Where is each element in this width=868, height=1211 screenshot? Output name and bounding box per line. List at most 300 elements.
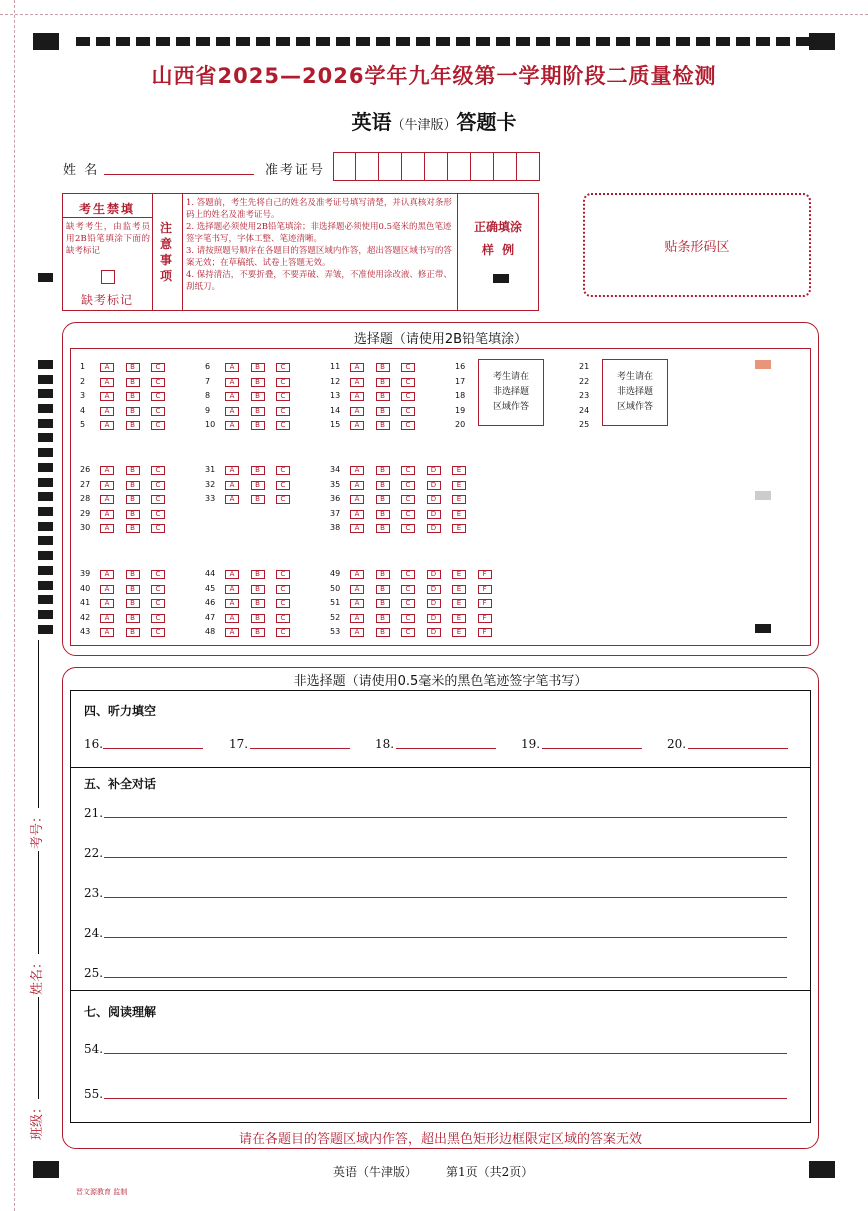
answer-bubble-52-c[interactable]: C <box>401 614 415 623</box>
answer-bubble-26-b[interactable]: B <box>126 466 140 475</box>
answer-bubble-6-a[interactable]: A <box>225 363 239 372</box>
timing-mark-left <box>38 389 53 398</box>
answer-bubble-4-c[interactable]: C <box>151 407 165 416</box>
answer-bubble-44-a[interactable]: A <box>225 570 239 579</box>
answer-bubble-10-c[interactable]: C <box>276 421 290 430</box>
answer-bubble-43-c[interactable]: C <box>151 628 165 637</box>
side-line <box>38 640 39 1140</box>
answer-bubble-15-c[interactable]: C <box>401 421 415 430</box>
answer-bubble-36-e[interactable]: E <box>452 495 466 504</box>
answer-bubble-7-c[interactable]: C <box>276 378 290 387</box>
answer-bubble-38-c[interactable]: C <box>401 524 415 533</box>
timing-mark-top <box>136 37 150 46</box>
question-number: 2 <box>80 377 86 386</box>
question-number: 7 <box>205 377 211 386</box>
answer-bubble-44-c[interactable]: C <box>276 570 290 579</box>
answer-line-21[interactable] <box>104 817 787 818</box>
answer-bubble-49-c[interactable]: C <box>401 570 415 579</box>
answer-bubble-3-a[interactable]: A <box>100 392 114 401</box>
answer-bubble-15-b[interactable]: B <box>376 421 390 430</box>
footer-page-info: 第1页（共2页） <box>446 1165 534 1179</box>
color-calibration-mark <box>755 360 771 369</box>
sample-label-2: 样 例 <box>481 243 515 257</box>
question-number: 51 <box>330 598 341 607</box>
question-number: 9 <box>205 406 211 415</box>
answer-bubble-35-b[interactable]: B <box>376 481 390 490</box>
answer-bubble-50-b[interactable]: B <box>376 585 390 594</box>
answer-bubble-31-b[interactable]: B <box>251 466 265 475</box>
timing-mark-left <box>38 360 53 369</box>
question-number: 15 <box>330 420 341 429</box>
answer-bubble-51-a[interactable]: A <box>350 599 364 608</box>
answer-num-23: 23. <box>84 886 104 900</box>
answer-bubble-50-e[interactable]: E <box>452 585 466 594</box>
answer-bubble-33-a[interactable]: A <box>225 495 239 504</box>
answer-bubble-2-a[interactable]: A <box>100 378 114 387</box>
answer-bubble-29-c[interactable]: C <box>151 510 165 519</box>
timing-mark-top <box>736 37 750 46</box>
answer-bubble-42-b[interactable]: B <box>126 614 140 623</box>
answer-bubble-32-a[interactable]: A <box>225 481 239 490</box>
answer-line-20[interactable] <box>688 748 788 749</box>
answer-bubble-27-c[interactable]: C <box>151 481 165 490</box>
answer-bubble-51-f[interactable]: F <box>478 599 492 608</box>
notice-item: 1. 答题前，考生先将自己的姓名及准考证号填写清楚，并认真核对条形码上的姓名及准考证号。 <box>186 198 452 220</box>
answer-bubble-35-c[interactable]: C <box>401 481 415 490</box>
nonchoice-note-line: 考生请在 <box>492 372 529 382</box>
answer-bubble-45-a[interactable]: A <box>225 585 239 594</box>
answer-bubble-27-a[interactable]: A <box>100 481 114 490</box>
answer-bubble-53-d[interactable]: D <box>427 628 441 637</box>
side-label-class: 班级： <box>26 1099 45 1142</box>
question-number: 32 <box>205 480 216 489</box>
answer-bubble-9-c[interactable]: C <box>276 407 290 416</box>
timing-mark-top <box>116 37 130 46</box>
answer-bubble-5-b[interactable]: B <box>126 421 140 430</box>
answer-line-16[interactable] <box>103 748 203 749</box>
question-number: 16 <box>455 362 466 371</box>
answer-bubble-12-a[interactable]: A <box>350 378 364 387</box>
answer-line-24[interactable] <box>104 937 787 938</box>
timing-mark-left <box>38 551 53 560</box>
answer-bubble-48-c[interactable]: C <box>276 628 290 637</box>
answer-bubble-31-c[interactable]: C <box>276 466 290 475</box>
timing-mark-left <box>38 536 53 545</box>
timing-mark-top <box>216 37 230 46</box>
answer-num-17: 17. <box>229 737 249 751</box>
question-number: 1 <box>80 362 86 371</box>
question-number: 35 <box>330 480 341 489</box>
question-number: 25 <box>579 420 590 429</box>
nonchoice-note-line: 非选择题 <box>616 387 653 397</box>
answer-bubble-37-e[interactable]: E <box>452 510 466 519</box>
timing-mark-left <box>38 273 53 282</box>
absence-text: 缺考考生，由监考员用2B铅笔填涂下面的缺考标记 <box>66 222 150 256</box>
answer-bubble-43-a[interactable]: A <box>100 628 114 637</box>
answer-num-21: 21. <box>84 806 104 820</box>
cut-line-top <box>0 14 868 15</box>
answer-bubble-3-b[interactable]: B <box>126 392 140 401</box>
answer-bubble-52-b[interactable]: B <box>376 614 390 623</box>
timing-mark-top <box>556 37 570 46</box>
answer-bubble-37-d[interactable]: D <box>427 510 441 519</box>
answer-bubble-13-a[interactable]: A <box>350 392 364 401</box>
black-calibration-mark <box>755 624 771 633</box>
timing-mark-top <box>676 37 690 46</box>
answer-bubble-9-a[interactable]: A <box>225 407 239 416</box>
answer-bubble-30-a[interactable]: A <box>100 524 114 533</box>
answer-bubble-47-c[interactable]: C <box>276 614 290 623</box>
timing-mark-left <box>38 419 53 428</box>
timing-mark-top <box>436 37 450 46</box>
answer-bubble-13-c[interactable]: C <box>401 392 415 401</box>
question-number: 44 <box>205 569 216 578</box>
timing-mark-left <box>38 566 53 575</box>
notice-item: 2. 选择题必须使用2B铅笔填涂；非选择题必须使用0.5毫米的黑色笔迹签字笔书写，字体工整、笔迹清晰。 <box>186 222 452 244</box>
timing-mark-top <box>276 37 290 46</box>
answer-bubble-37-a[interactable]: A <box>350 510 364 519</box>
question-number: 52 <box>330 613 341 622</box>
answer-bubble-4-b[interactable]: B <box>126 407 140 416</box>
answer-bubble-7-a[interactable]: A <box>225 378 239 387</box>
timing-mark-left <box>38 375 53 384</box>
timing-mark-top <box>696 37 710 46</box>
nonchoice-header: 非选择题（请使用0.5毫米的黑色笔迹签字笔书写） <box>293 674 588 689</box>
timing-mark-top <box>796 37 810 46</box>
answer-bubble-1-b[interactable]: B <box>126 363 140 372</box>
timing-mark-top <box>296 37 310 46</box>
nonchoice-note-line: 区域作答 <box>616 402 653 412</box>
answer-bubble-28-b[interactable]: B <box>126 495 140 504</box>
answer-bubble-12-c[interactable]: C <box>401 378 415 387</box>
timing-mark-top <box>256 37 270 46</box>
answer-num-22: 22. <box>84 846 104 860</box>
side-label-name: 姓名： <box>26 954 45 997</box>
answer-bubble-52-a[interactable]: A <box>350 614 364 623</box>
question-number: 12 <box>330 377 341 386</box>
answer-line-54[interactable] <box>104 1053 787 1054</box>
timing-mark-top <box>576 37 590 46</box>
answer-bubble-38-e[interactable]: E <box>452 524 466 533</box>
answer-bubble-50-c[interactable]: C <box>401 585 415 594</box>
question-number: 18 <box>455 391 466 400</box>
answer-num-19: 19. <box>521 737 541 751</box>
answer-bubble-50-d[interactable]: D <box>427 585 441 594</box>
question-number: 24 <box>579 406 590 415</box>
answer-bubble-2-b[interactable]: B <box>126 378 140 387</box>
info-divider-h <box>62 217 152 218</box>
section-5-title: 五、补全对话 <box>84 777 157 791</box>
info-divider-1 <box>152 193 153 311</box>
answer-line-23[interactable] <box>104 897 787 898</box>
timing-mark-left <box>38 448 53 457</box>
answer-bubble-41-b[interactable]: B <box>126 599 140 608</box>
side-label-exam-no: 考号： <box>26 808 45 851</box>
answer-bubble-51-c[interactable]: C <box>401 599 415 608</box>
answer-bubble-11-c[interactable]: C <box>401 363 415 372</box>
answer-line-25[interactable] <box>104 977 787 978</box>
answer-bubble-28-a[interactable]: A <box>100 495 114 504</box>
answer-bubble-46-a[interactable]: A <box>225 599 239 608</box>
question-number: 39 <box>80 569 91 578</box>
answer-bubble-36-d[interactable]: D <box>427 495 441 504</box>
answer-bubble-52-e[interactable]: E <box>452 614 466 623</box>
question-number: 10 <box>205 420 216 429</box>
answer-bubble-36-c[interactable]: C <box>401 495 415 504</box>
answer-bubble-1-a[interactable]: A <box>100 363 114 372</box>
footer-page-subject: 英语（牛津版） <box>333 1165 418 1179</box>
question-number: 20 <box>455 420 466 429</box>
answer-bubble-51-e[interactable]: E <box>452 599 466 608</box>
answer-bubble-34-d[interactable]: D <box>427 466 441 475</box>
answer-bubble-38-a[interactable]: A <box>350 524 364 533</box>
answer-bubble-43-b[interactable]: B <box>126 628 140 637</box>
answer-bubble-32-b[interactable]: B <box>251 481 265 490</box>
answer-bubble-34-a[interactable]: A <box>350 466 364 475</box>
nonchoice-note-line: 考生请在 <box>616 372 653 382</box>
answer-line-22[interactable] <box>104 857 787 858</box>
question-number: 17 <box>455 377 466 386</box>
answer-bubble-49-f[interactable]: F <box>478 570 492 579</box>
answer-bubble-37-b[interactable]: B <box>376 510 390 519</box>
answer-bubble-1-c[interactable]: C <box>151 363 165 372</box>
question-number: 43 <box>80 627 91 636</box>
answer-bubble-47-b[interactable]: B <box>251 614 265 623</box>
answer-bubble-53-a[interactable]: A <box>350 628 364 637</box>
answer-bubble-47-a[interactable]: A <box>225 614 239 623</box>
answer-bubble-9-b[interactable]: B <box>251 407 265 416</box>
answer-bubble-29-a[interactable]: A <box>100 510 114 519</box>
answer-bubble-39-a[interactable]: A <box>100 570 114 579</box>
nonchoice-note-b <box>602 359 668 426</box>
answer-bubble-8-c[interactable]: C <box>276 392 290 401</box>
timing-mark-top <box>616 37 630 46</box>
question-number: 30 <box>80 523 91 532</box>
timing-mark-top <box>596 37 610 46</box>
nonchoice-note-line: 非选择题 <box>492 387 529 397</box>
answer-bubble-39-c[interactable]: C <box>151 570 165 579</box>
timing-mark-left <box>38 463 53 472</box>
notice-item: 4. 保持清洁，不要折叠，不要弄破、弄皱，不准使用涂改液、修正带、刮纸刀。 <box>186 270 452 292</box>
answer-bubble-49-e[interactable]: E <box>452 570 466 579</box>
timing-mark-top <box>416 37 430 46</box>
answer-bubble-28-c[interactable]: C <box>151 495 165 504</box>
answer-bubble-38-d[interactable]: D <box>427 524 441 533</box>
info-divider-2 <box>182 193 183 311</box>
answer-num-25: 25. <box>84 966 104 980</box>
timing-mark-left <box>38 404 53 413</box>
nonchoice-note-a <box>478 359 544 426</box>
answer-bubble-42-a[interactable]: A <box>100 614 114 623</box>
notice-item: 3. 请按照题号顺序在各题目的答题区域内作答，超出答题区域书写的答案无效；在草稿纸、试卷上答题无效。 <box>186 246 452 268</box>
answer-num-55: 55. <box>84 1087 104 1101</box>
timing-mark-left <box>38 478 53 487</box>
answer-bubble-8-b[interactable]: B <box>251 392 265 401</box>
answer-bubble-40-a[interactable]: A <box>100 585 114 594</box>
answer-bubble-35-a[interactable]: A <box>350 481 364 490</box>
answer-bubble-53-e[interactable]: E <box>452 628 466 637</box>
exam-id-boxes[interactable] <box>333 152 540 181</box>
answer-bubble-36-a[interactable]: A <box>350 495 364 504</box>
answer-line-55[interactable] <box>104 1098 787 1099</box>
answer-bubble-14-b[interactable]: B <box>376 407 390 416</box>
name-field[interactable] <box>104 174 254 175</box>
answer-bubble-31-a[interactable]: A <box>225 466 239 475</box>
answer-bubble-11-a[interactable]: A <box>350 363 364 372</box>
answer-bubble-48-a[interactable]: A <box>225 628 239 637</box>
answer-bubble-35-d[interactable]: D <box>427 481 441 490</box>
answer-bubble-14-a[interactable]: A <box>350 407 364 416</box>
answer-bubble-30-b[interactable]: B <box>126 524 140 533</box>
question-number: 36 <box>330 494 341 503</box>
answer-bubble-52-d[interactable]: D <box>427 614 441 623</box>
answer-bubble-51-d[interactable]: D <box>427 599 441 608</box>
cut-line-left <box>14 0 15 1211</box>
answer-line-19[interactable] <box>542 748 642 749</box>
answer-bubble-10-a[interactable]: A <box>225 421 239 430</box>
timing-mark-top <box>536 37 550 46</box>
answer-bubble-34-e[interactable]: E <box>452 466 466 475</box>
question-number: 34 <box>330 465 341 474</box>
timing-mark-top <box>396 37 410 46</box>
section-7-title: 七、阅读理解 <box>84 1005 157 1019</box>
answer-bubble-48-b[interactable]: B <box>251 628 265 637</box>
timing-mark-top <box>716 37 730 46</box>
timing-mark-top <box>316 37 330 46</box>
answer-bubble-5-a[interactable]: A <box>100 421 114 430</box>
question-number: 26 <box>80 465 91 474</box>
timing-mark-left <box>38 581 53 590</box>
answer-bubble-42-c[interactable]: C <box>151 614 165 623</box>
answer-bubble-46-c[interactable]: C <box>276 599 290 608</box>
answer-bubble-33-b[interactable]: B <box>251 495 265 504</box>
answer-bubble-34-b[interactable]: B <box>376 466 390 475</box>
nonchoice-inner-frame <box>70 690 811 1123</box>
timing-mark-top <box>176 37 190 46</box>
answer-bubble-50-f[interactable]: F <box>478 585 492 594</box>
answer-bubble-33-c[interactable]: C <box>276 495 290 504</box>
question-number: 5 <box>80 420 86 429</box>
answer-bubble-30-c[interactable]: C <box>151 524 165 533</box>
answer-bubble-41-a[interactable]: A <box>100 599 114 608</box>
answer-bubble-53-f[interactable]: F <box>478 628 492 637</box>
answer-bubble-49-a[interactable]: A <box>350 570 364 579</box>
question-number: 29 <box>80 509 91 518</box>
question-number: 31 <box>205 465 216 474</box>
question-number: 38 <box>330 523 341 532</box>
answer-line-18[interactable] <box>396 748 496 749</box>
notice-list <box>186 197 454 293</box>
answer-bubble-40-b[interactable]: B <box>126 585 140 594</box>
timing-mark-top <box>156 37 170 46</box>
answer-bubble-53-b[interactable]: B <box>376 628 390 637</box>
answer-bubble-6-b[interactable]: B <box>251 363 265 372</box>
question-number: 13 <box>330 391 341 400</box>
timing-mark-left <box>38 595 53 604</box>
question-number: 40 <box>80 584 91 593</box>
answer-bubble-36-b[interactable]: B <box>376 495 390 504</box>
answer-bubble-50-a[interactable]: A <box>350 585 364 594</box>
answer-bubble-39-b[interactable]: B <box>126 570 140 579</box>
timing-mark-top <box>476 37 490 46</box>
answer-bubble-49-d[interactable]: D <box>427 570 441 579</box>
answer-bubble-3-c[interactable]: C <box>151 392 165 401</box>
answer-bubble-44-b[interactable]: B <box>251 570 265 579</box>
answer-bubble-53-c[interactable]: C <box>401 628 415 637</box>
answer-bubble-29-b[interactable]: B <box>126 510 140 519</box>
question-number: 27 <box>80 480 91 489</box>
answer-bubble-14-c[interactable]: C <box>401 407 415 416</box>
answer-bubble-32-c[interactable]: C <box>276 481 290 490</box>
answer-bubble-8-a[interactable]: A <box>225 392 239 401</box>
answer-bubble-12-b[interactable]: B <box>376 378 390 387</box>
answer-bubble-13-b[interactable]: B <box>376 392 390 401</box>
timing-mark-top <box>76 37 90 46</box>
answer-bubble-6-c[interactable]: C <box>276 363 290 372</box>
timing-mark-top <box>756 37 770 46</box>
timing-mark-top <box>336 37 350 46</box>
question-number: 3 <box>80 391 86 400</box>
corner-mark-top-left <box>33 33 59 50</box>
absence-mark-box[interactable] <box>101 270 115 284</box>
question-number: 42 <box>80 613 91 622</box>
answer-bubble-37-c[interactable]: C <box>401 510 415 519</box>
footer-publisher: 晋文源教育 监制 <box>76 1188 128 1196</box>
answer-bubble-7-b[interactable]: B <box>251 378 265 387</box>
answer-bubble-38-b[interactable]: B <box>376 524 390 533</box>
answer-bubble-46-b[interactable]: B <box>251 599 265 608</box>
question-number: 6 <box>205 362 211 371</box>
answer-bubble-41-c[interactable]: C <box>151 599 165 608</box>
question-number: 49 <box>330 569 341 578</box>
timing-mark-top <box>656 37 670 46</box>
nonchoice-note-line: 区域作答 <box>492 402 529 412</box>
timing-mark-top <box>356 37 370 46</box>
answer-bubble-34-c[interactable]: C <box>401 466 415 475</box>
answer-bubble-45-b[interactable]: B <box>251 585 265 594</box>
question-number: 8 <box>205 391 211 400</box>
barcode-label: 贴条形码区 <box>664 240 730 255</box>
answer-bubble-51-b[interactable]: B <box>376 599 390 608</box>
answer-bubble-4-a[interactable]: A <box>100 407 114 416</box>
sample-label-1: 正确填涂 <box>473 220 522 234</box>
answer-bubble-11-b[interactable]: B <box>376 363 390 372</box>
answer-line-17[interactable] <box>250 748 350 749</box>
subject-main: 英语 <box>351 110 392 134</box>
answer-bubble-52-f[interactable]: F <box>478 614 492 623</box>
question-number: 14 <box>330 406 341 415</box>
answer-bubble-40-c[interactable]: C <box>151 585 165 594</box>
answer-bubble-26-a[interactable]: A <box>100 466 114 475</box>
timing-mark-top <box>456 37 470 46</box>
answer-num-24: 24. <box>84 926 104 940</box>
answer-bubble-45-c[interactable]: C <box>276 585 290 594</box>
answer-bubble-35-e[interactable]: E <box>452 481 466 490</box>
corner-mark-top-right <box>809 33 835 50</box>
question-number: 23 <box>579 391 590 400</box>
answer-bubble-2-c[interactable]: C <box>151 378 165 387</box>
answer-bubble-15-a[interactable]: A <box>350 421 364 430</box>
nonchoice-divider-1 <box>70 767 811 768</box>
question-number: 33 <box>205 494 216 503</box>
question-number: 53 <box>330 627 341 636</box>
answer-bubble-49-b[interactable]: B <box>376 570 390 579</box>
subject-title <box>0 106 868 135</box>
answer-bubble-10-b[interactable]: B <box>251 421 265 430</box>
answer-bubble-27-b[interactable]: B <box>126 481 140 490</box>
answer-bubble-5-c[interactable]: C <box>151 421 165 430</box>
answer-bubble-26-c[interactable]: C <box>151 466 165 475</box>
